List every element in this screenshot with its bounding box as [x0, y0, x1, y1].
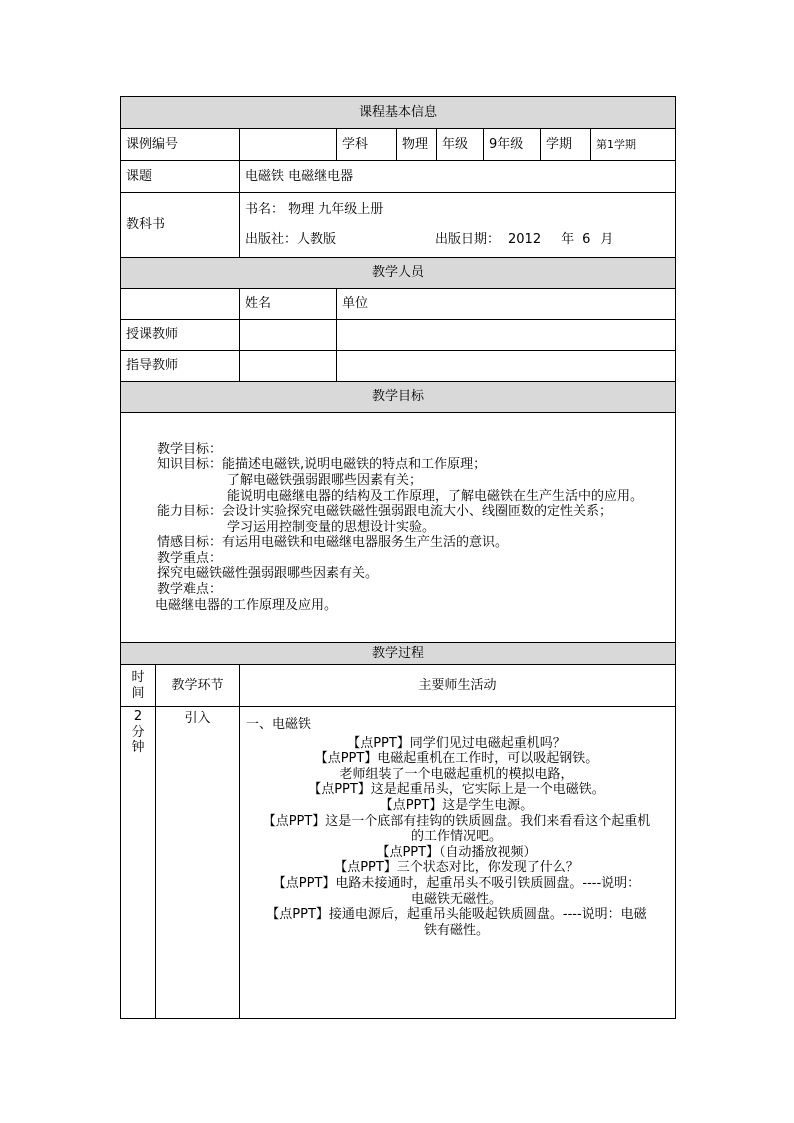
activity-line: 【点PPT】同学们见过电磁起重机吗？ — [347, 735, 566, 751]
grade-label: 年级 — [437, 129, 484, 161]
lesson-plan-table — [120, 96, 676, 1019]
activity-line: 老师组装了一个电磁起重机的模拟电路， — [339, 766, 574, 782]
goal-line: 情感目标：有运用电磁铁和电磁继电器服务生产生活的意识。 — [157, 535, 509, 551]
goal-line: 电磁继电器的工作原理及应用。 — [155, 597, 338, 613]
activity-line: 【点PPT】这是一个底部有挂钩的铁质圆盘。我们来看看这个起重机 — [262, 813, 651, 829]
term-label: 学期 — [541, 129, 591, 161]
activity-line: 【点PPT】电磁起重机在工作时，可以吸起钢铁。 — [314, 751, 599, 767]
term-value: 第1学期 — [591, 129, 676, 161]
goal-line: 知识目标：能描述电磁铁,说明电磁铁的特点和工作原理； — [157, 457, 487, 473]
topic-label: 课题 — [121, 161, 240, 193]
goal-line: 能说明电磁继电器的结构及工作原理，了解电磁铁在生产生活中的应用。 — [227, 488, 644, 504]
activity-line: 【点PPT】接通电源后，起重吊头能吸起铁质圆盘。----说明：电磁 — [266, 907, 647, 923]
goal-line: 教学难点： — [157, 582, 223, 598]
time-cell — [121, 707, 156, 1019]
topic-value: 电磁铁 电磁继电器 — [240, 161, 676, 193]
goal-line: 学习运用控制变量的思想设计实验。 — [227, 519, 436, 535]
activity-cell — [240, 707, 676, 1019]
publish-line — [245, 225, 670, 255]
pub-year-unit: 年 — [561, 232, 575, 247]
stage-cell: 引入 — [156, 707, 240, 1019]
goal-line: 教学目标： — [157, 441, 223, 457]
activity-heading: 一、电磁铁 — [246, 717, 312, 732]
staff-unit — [337, 320, 676, 351]
time-char: 分 — [131, 724, 145, 740]
publisher: 出版社：人教版 — [245, 232, 337, 247]
staff-role: 授课教师 — [121, 320, 240, 351]
staff-unit-label: 单位 — [337, 289, 676, 320]
activity-line: 的工作情况吧。 — [410, 829, 502, 845]
section-header-staff: 教学人员 — [121, 258, 676, 289]
activity-line: 【点PPT】三个状态对比，你发现了什么？ — [334, 860, 579, 876]
section-header-basic-info: 课程基本信息 — [121, 97, 676, 129]
time-label-char: 时 — [131, 669, 145, 685]
section-header-process: 教学过程 — [121, 643, 676, 665]
grade-value: 9年级 — [484, 129, 541, 161]
activity-line: 【点PPT】电路未接通时，起重吊头不吸引铁质圆盘。----说明： — [272, 875, 641, 891]
staff-name — [240, 320, 337, 351]
pub-month: 6 — [582, 232, 591, 247]
goal-line: 教学重点： — [157, 550, 223, 566]
textbook-info — [240, 193, 676, 258]
activity-line: 【点PPT】（自动播放视频） — [376, 844, 537, 860]
activity-line: 铁有磁性。 — [423, 922, 489, 938]
staff-unit — [337, 351, 676, 382]
subject-value: 物理 — [397, 129, 437, 161]
stage-column-header: 教学环节 — [156, 665, 240, 707]
book-name: 书名： 物理 九年级上册 — [245, 202, 384, 217]
pub-year: 2012 — [508, 232, 542, 247]
goal-line: 探究电磁铁磁性强弱跟哪些因素有关。 — [157, 566, 379, 582]
pub-month-unit: 月 — [600, 232, 614, 247]
goal-line: 能力目标：会设计实验探究电磁铁磁性强弱跟电流大小、线圈匝数的定性关系； — [157, 504, 613, 520]
time-column-header — [121, 665, 156, 707]
textbook-label: 教科书 — [121, 193, 240, 258]
activity-column-header: 主要师生活动 — [240, 665, 676, 707]
time-char: 2 — [133, 709, 143, 724]
staff-role: 指导教师 — [121, 351, 240, 382]
pub-date-label: 出版日期： — [435, 232, 501, 247]
activity-line: 【点PPT】这是学生电源。 — [379, 797, 534, 813]
time-char: 钟 — [131, 740, 145, 756]
staff-name — [240, 351, 337, 382]
subject-label: 学科 — [337, 129, 397, 161]
goal-line: 了解电磁铁强弱跟哪些因素有关； — [227, 472, 423, 488]
case-no-value — [240, 129, 337, 161]
activity-line: 电磁铁无磁性。 — [410, 891, 502, 907]
staff-name-label: 姓名 — [240, 289, 337, 320]
goals-content — [121, 413, 676, 643]
case-no-label: 课例编号 — [121, 129, 240, 161]
activity-line: 【点PPT】这是起重吊头，它实际上是一个电磁铁。 — [308, 782, 605, 798]
staff-role-empty — [121, 289, 240, 320]
time-label-char: 间 — [131, 685, 145, 701]
section-header-goals: 教学目标 — [121, 382, 676, 413]
